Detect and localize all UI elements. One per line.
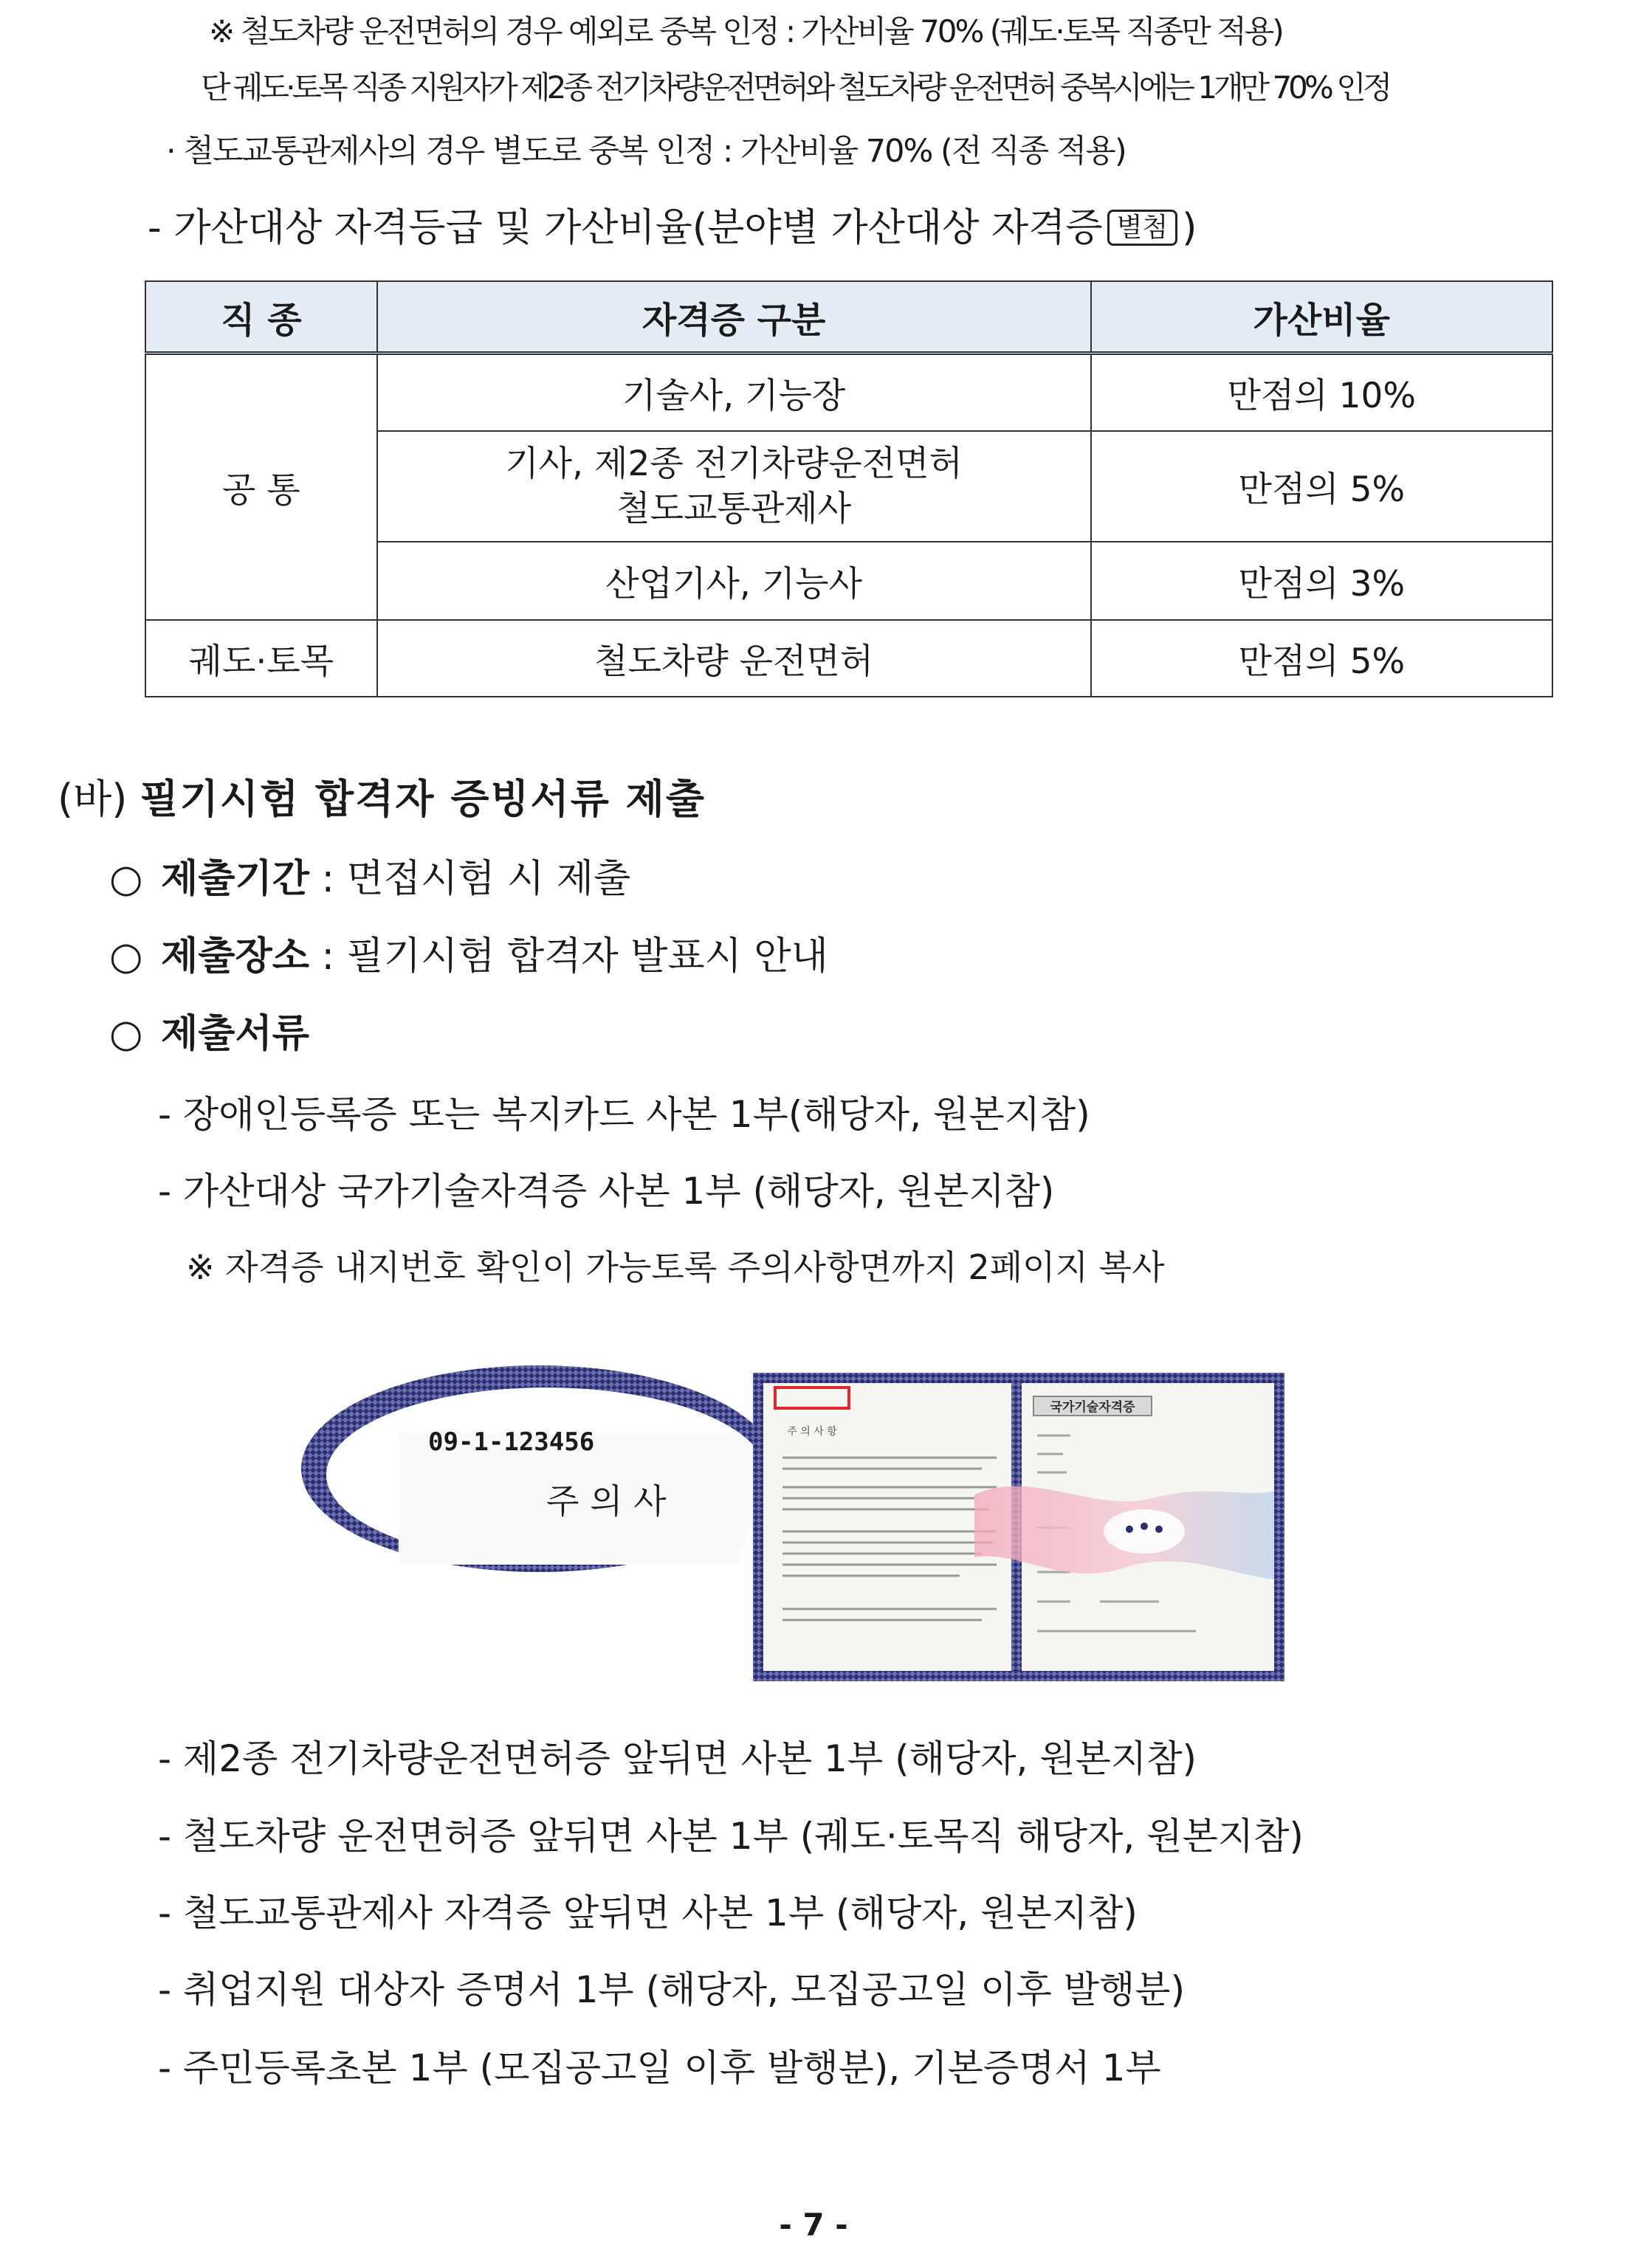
cert-cell <box>377 431 1091 542</box>
bullet-text: : 필기시험 합격자 발표시 안내 <box>309 934 828 979</box>
doc-item: - 가산대상 국가기술자격증 사본 1부 (해당자, 원본지참) <box>158 1170 1055 1213</box>
doc-item: - 철도차량 운전면허증 앞뒤면 사본 1부 (궤도·토목직 해당자, 원본지참) <box>158 1815 1304 1858</box>
circle-bullet-icon: ○ <box>109 934 143 979</box>
doc-item: - 철도교통관제사 자격증 앞뒤면 사본 1부 (해당자, 원본지참) <box>158 1892 1138 1934</box>
cert-cell: 산업기사, 기능사 <box>377 542 1091 620</box>
bonus-heading-text: - 가산대상 자격등급 및 가산비율(분야별 가산대상 자격증 <box>148 206 1103 250</box>
header-cert: 자격증 구분 <box>377 281 1091 354</box>
cert-cell: 기술사, 기능장 <box>377 354 1091 432</box>
note-line-2: 단 궤도·토목 직종 지원자가 제2종 전기차량운전면허와 철도차량 운전면허 중복시에는 1개만 70% 인정 <box>201 69 1389 106</box>
certificate-booklet <box>753 1373 1284 1681</box>
ratio-cell: 만점의 5% <box>1091 620 1552 697</box>
section-title: 필기시험 합격자 증빙서류 제출 <box>140 776 706 822</box>
table-row <box>145 354 1552 432</box>
bullet-label: 제출기간 <box>161 857 309 901</box>
cert-line-1: 기사, 제2종 전기차량운전면허 <box>505 443 963 484</box>
doc-item: - 제2종 전기차량운전면허증 앞뒤면 사본 1부 (해당자, 원본지참) <box>158 1737 1197 1780</box>
bullet-label: 제출장소 <box>161 934 309 979</box>
bullet-text: : 면접시험 시 제출 <box>309 857 631 901</box>
note-line-1: ※ 철도차량 운전면허의 경우 예외로 중복 인정 : 가산비율 70% (궤도·토목 직종만 적용) <box>209 13 1282 49</box>
bullet-place <box>109 934 828 979</box>
section-number: (바) <box>58 776 128 822</box>
bullet-label: 제출서류 <box>161 1012 309 1056</box>
zoom-caption: 주 의 사 <box>546 1481 667 1521</box>
page-number: - 7 - <box>779 2207 848 2243</box>
certificate-sample-image <box>295 1358 1299 1697</box>
circle-bullet-icon: ○ <box>109 1012 143 1056</box>
doc-item: - 취업지원 대상자 증명서 1부 (해당자, 모집공고일 이후 발행분) <box>158 1968 1186 2011</box>
bullet-period <box>109 856 630 902</box>
table-header-row <box>145 281 1552 354</box>
left-page-heading: 주 의 사 항 <box>787 1426 837 1438</box>
right-page-title: 국가기술자격증 <box>1050 1400 1135 1415</box>
bullet-documents <box>109 1011 309 1057</box>
note-line-3: · 철도교통관제사의 경우 별도로 중복 인정 : 가산비율 70% (전 직종 적용) <box>166 133 1126 170</box>
table-row <box>145 620 1552 697</box>
bonus-ratio-table <box>145 280 1553 697</box>
emblem-icon <box>1104 1509 1185 1554</box>
job-common: 공 통 <box>145 354 377 621</box>
circle-bullet-icon: ○ <box>109 857 143 901</box>
bonus-heading-close: ) <box>1182 206 1197 250</box>
header-ratio: 가산비율 <box>1091 281 1552 354</box>
ratio-cell: 만점의 10% <box>1091 354 1552 432</box>
zoom-bubble <box>301 1365 805 1572</box>
doc-item: - 장애인등록증 또는 복지카드 사본 1부(해당자, 원본지참) <box>158 1093 1090 1136</box>
cert-line-2: 철도교통관제사 <box>616 489 852 529</box>
copy-note: ※ 자격증 내지번호 확인이 가능토록 주의사항면까지 2페이지 복사 <box>186 1247 1165 1287</box>
ratio-cell: 만점의 5% <box>1091 431 1552 542</box>
cert-cell: 철도차량 운전면허 <box>377 620 1091 697</box>
section-heading <box>58 776 706 824</box>
bonus-heading <box>148 205 1197 251</box>
ratio-cell: 만점의 3% <box>1091 542 1552 620</box>
header-job: 직 종 <box>145 281 377 354</box>
attachment-tag: 별첨 <box>1107 210 1178 246</box>
zoom-number: 09-1-123456 <box>428 1427 595 1457</box>
doc-item: - 주민등록초본 1부 (모집공고일 이후 발행분), 기본증명서 1부 <box>158 2047 1161 2089</box>
job-track: 궤도·토목 <box>145 620 377 697</box>
